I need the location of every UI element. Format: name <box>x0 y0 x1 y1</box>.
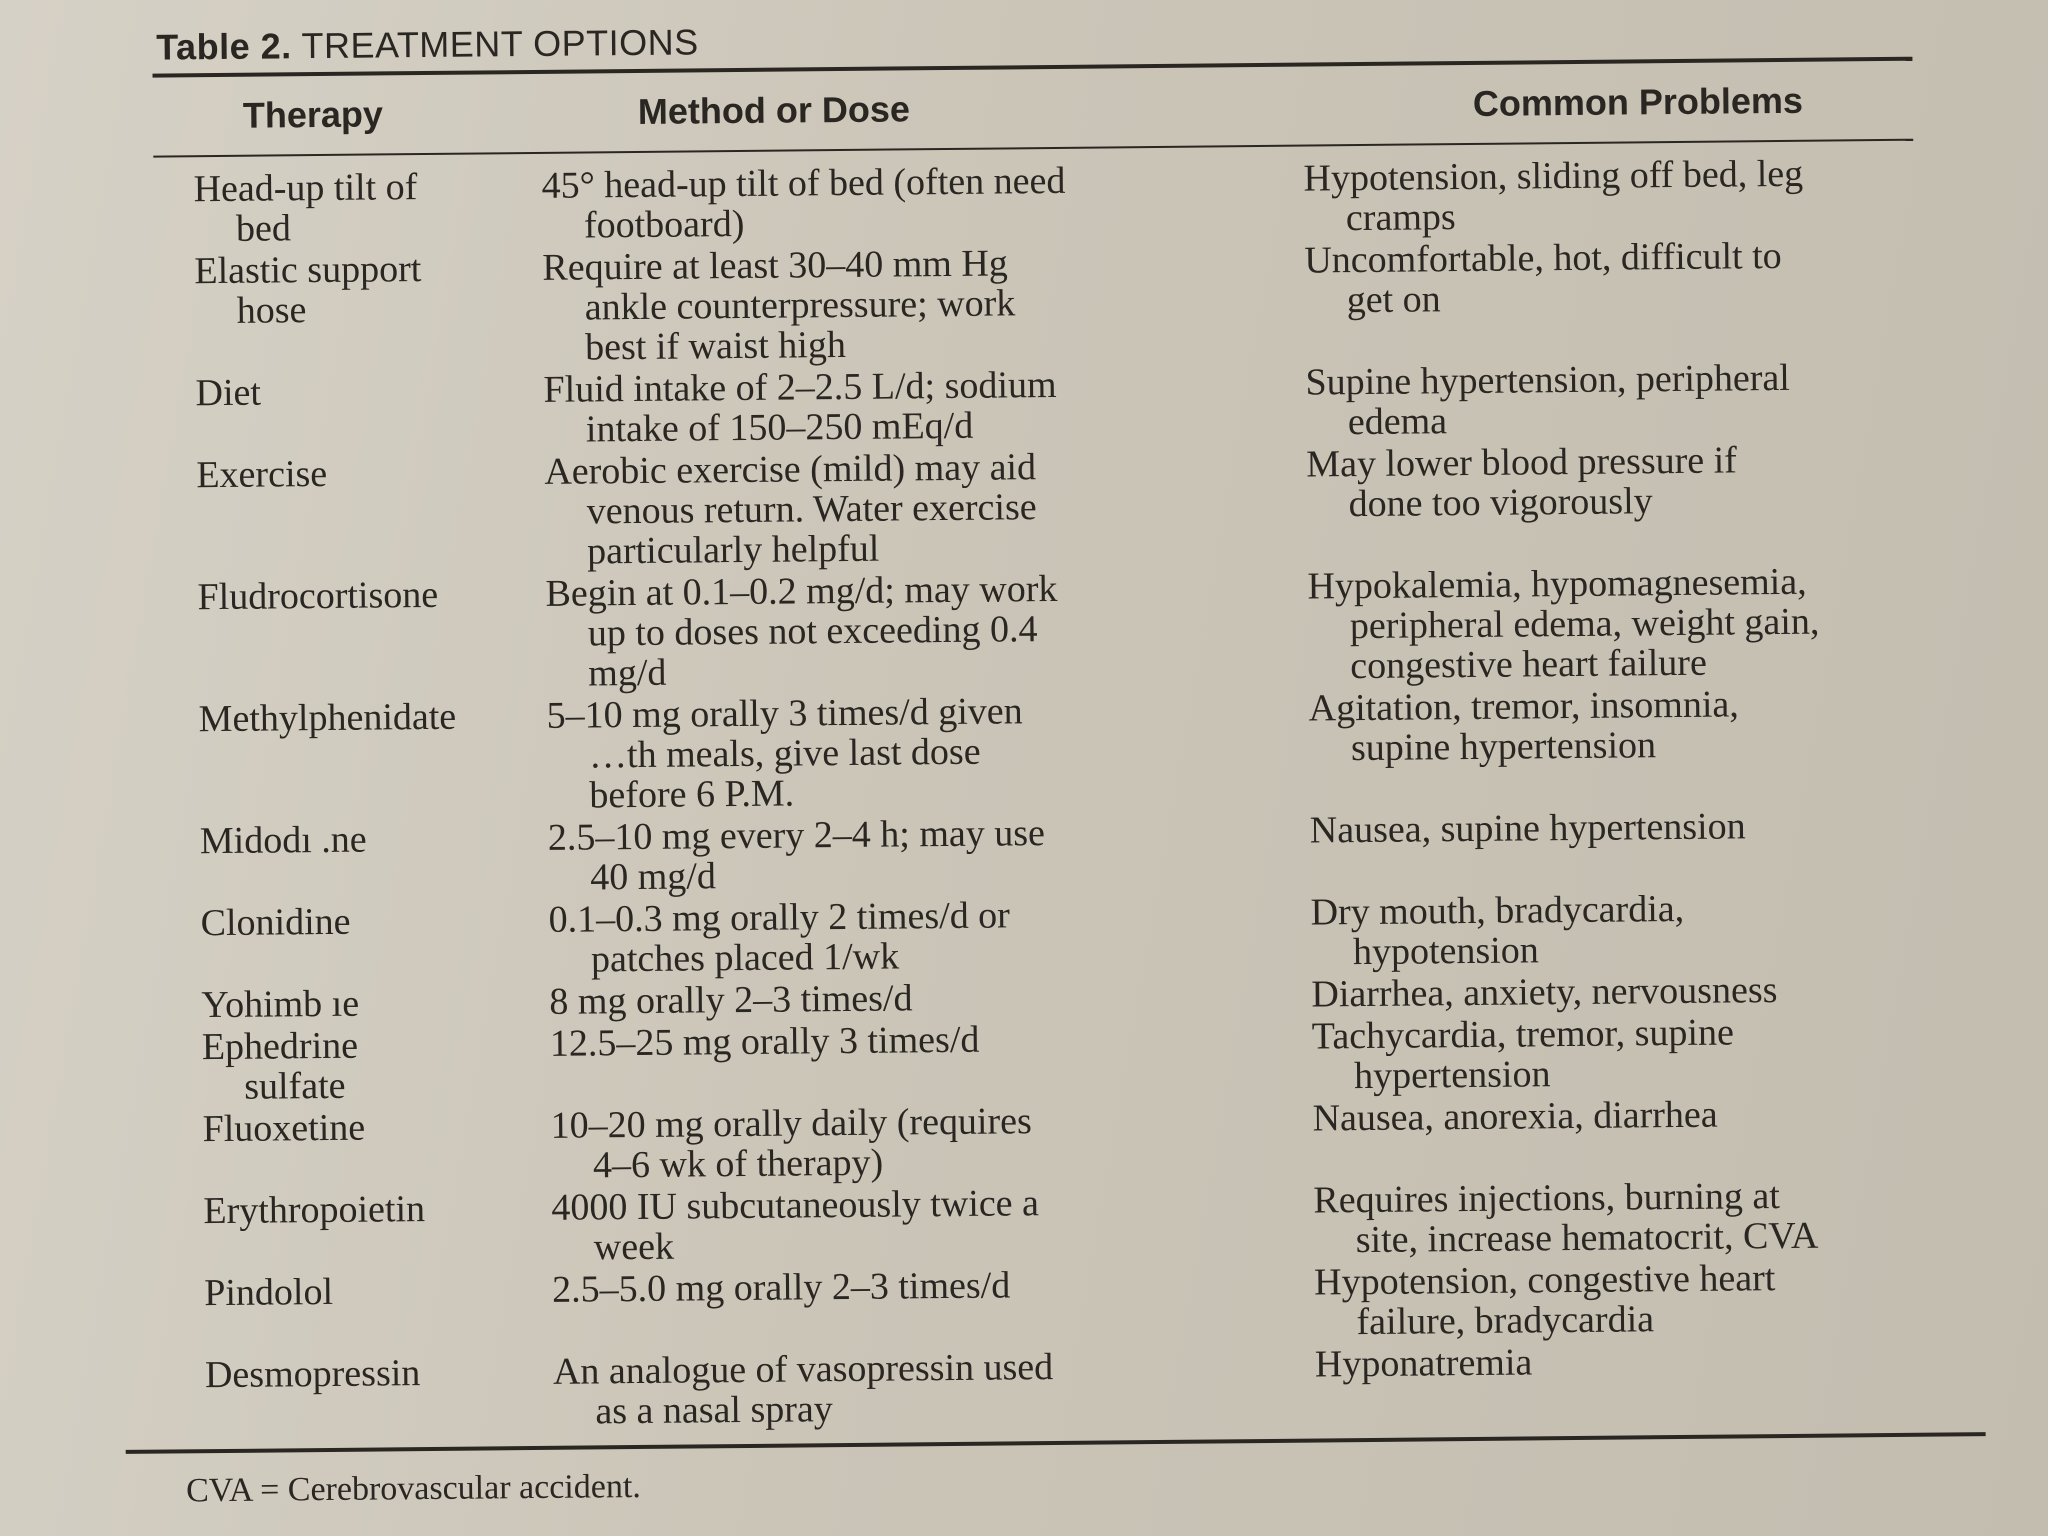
cell-line: Uncomfortable, hot, difficult to <box>1304 234 1782 282</box>
cell-line: hose <box>236 289 307 332</box>
cell-method <box>535 1345 1296 1432</box>
cell-problems <box>1292 1010 1983 1097</box>
cell-therapy <box>117 574 528 698</box>
cell-therapy <box>119 696 530 820</box>
cell-therapy <box>115 370 526 454</box>
cell-line: 40 mg/d <box>590 855 717 899</box>
cell-method <box>530 811 1291 898</box>
cell-method <box>524 241 1285 368</box>
cell-problems <box>1295 1338 1986 1425</box>
cell-line: as a nasal spray <box>595 1388 833 1433</box>
table-row <box>117 560 1978 698</box>
cell-line: done too vigorously <box>1348 480 1653 526</box>
cell-line: Midodı .ne <box>199 818 367 863</box>
cell-line: Head-up tilt of <box>193 166 418 211</box>
cell-line: failure, bradycardia <box>1356 1298 1655 1344</box>
cell-line: 2.5–10 mg every 2–4 h; may use <box>547 812 1046 859</box>
cell-line: Dry mouth, bradycardia, <box>1310 887 1685 934</box>
cell-line: ankle counterpressure; work <box>584 282 1016 329</box>
cell-problems <box>1285 356 1976 443</box>
table-row <box>120 804 1981 902</box>
cell-line: bed <box>235 207 292 250</box>
table-row <box>124 1256 1985 1354</box>
cell-line: 4000 IU subcutaneously twice a <box>551 1182 1040 1229</box>
cell-problems <box>1290 886 1981 973</box>
cell-line: 5–10 mg orally 3 times/d given <box>546 690 1023 737</box>
cell-line: cramps <box>1345 196 1456 240</box>
cell-method <box>531 975 1291 1022</box>
cell-line: Clonidine <box>200 900 351 945</box>
cell-line: edema <box>1347 400 1448 444</box>
cell-line: venous return. Water exercise <box>586 486 1037 533</box>
cell-method <box>534 1263 1295 1350</box>
table-title-text: TREATMENT OPTIONS <box>301 21 699 67</box>
header-problems: Common Problems <box>1472 79 1804 124</box>
cell-line: 10–20 mg orally daily (requires <box>550 1100 1033 1147</box>
cell-problems <box>1286 438 1977 565</box>
treatment-options-table <box>112 4 1986 1514</box>
cell-line: Hyponatremia <box>1314 1341 1533 1386</box>
cell-problems <box>1294 1256 1985 1343</box>
cell-line: An analogue of vasopressin used <box>552 1346 1054 1393</box>
cell-line: footboard) <box>583 202 745 247</box>
cell-line: week <box>593 1225 675 1269</box>
cell-line: 4–6 wk of therapy) <box>592 1141 884 1187</box>
cell-problems <box>1290 804 1981 891</box>
cell-method <box>532 1099 1293 1186</box>
cell-therapy <box>116 452 527 576</box>
cell-line: supine hypertension <box>1350 724 1657 770</box>
cell-line: best if waist high <box>584 323 847 369</box>
cell-problems <box>1293 1174 1984 1261</box>
cell-problems <box>1284 234 1975 361</box>
cell-line: 45° head-up tilt of bed (often need <box>541 159 1066 207</box>
cell-therapy <box>124 1270 535 1354</box>
table-title-label: Table 2. <box>156 25 292 68</box>
cell-therapy <box>122 1024 533 1108</box>
cell-line: Exercise <box>196 452 328 497</box>
cell-line: 8 mg orally 2–3 times/d <box>549 977 913 1023</box>
cell-line: Supine hypertension, peripheral <box>1305 356 1791 404</box>
cell-line: up to doses not exceeding 0.4 <box>587 608 1038 655</box>
cell-therapy <box>121 982 531 1026</box>
cell-line: Begin at 0.1–0.2 mg/d; may work <box>545 567 1058 615</box>
cell-line: Fluoxetine <box>202 1106 366 1151</box>
cell-method <box>528 689 1289 816</box>
cell-line: 12.5–25 mg orally 3 times/d <box>549 1018 980 1065</box>
cell-line: Require at least 30–40 mm Hg <box>542 242 1008 289</box>
table-row <box>114 234 1975 372</box>
cell-line: patches placed 1/wk <box>590 935 900 981</box>
cell-line: Hypotension, congestive heart <box>1313 1257 1776 1304</box>
cell-line: hypertension <box>1353 1053 1551 1098</box>
cell-therapy <box>120 900 531 984</box>
cell-line: sulfate <box>244 1064 346 1108</box>
cell-line: Pindolol <box>204 1270 334 1315</box>
table-body <box>113 140 1985 1436</box>
cell-line: Yohimb ıe <box>201 982 360 1027</box>
cell-line: May lower blood pressure if <box>1306 439 1738 486</box>
cell-line: 0.1–0.3 mg orally 2 times/d or <box>548 894 1011 941</box>
cell-therapy <box>120 818 531 902</box>
cell-therapy <box>125 1352 536 1436</box>
cell-line: particularly helpful <box>586 527 880 573</box>
cell-problems <box>1283 152 1974 239</box>
cell-problems <box>1287 560 1978 687</box>
cell-line: Tachycardia, tremor, supine <box>1311 1011 1735 1058</box>
cell-method <box>525 363 1286 450</box>
cell-line: hypotension <box>1352 929 1539 974</box>
cell-therapy <box>113 166 524 250</box>
cell-line: Fluid intake of 2–2.5 L/d; sodium <box>543 363 1057 411</box>
cell-line: before 6 P.M. <box>589 772 795 817</box>
bottom-rule <box>126 1432 1986 1454</box>
table-row <box>119 682 1980 820</box>
table-row <box>125 1338 1986 1436</box>
cell-method <box>530 893 1291 980</box>
cell-line: Methylphenidate <box>198 695 457 741</box>
cell-method <box>527 567 1288 694</box>
cell-line: Diarrhea, anxiety, nervousness <box>1311 969 1778 1016</box>
cell-line: peripheral edema, weight gain, <box>1349 600 1820 648</box>
cell-line: site, increase hematocrit, CVA <box>1355 1214 1819 1262</box>
cell-method <box>523 159 1284 246</box>
cell-line: 2.5–5.0 mg orally 2–3 times/d <box>551 1264 1011 1311</box>
cell-method <box>526 445 1287 572</box>
cell-line: Diet <box>195 371 262 415</box>
cell-problems <box>1292 1092 1983 1179</box>
cell-line: intake of 150–250 mEq/d <box>585 404 974 451</box>
cell-line: Requires injections, burning at <box>1313 1175 1781 1222</box>
cell-line: Agitation, tremor, insomnia, <box>1308 683 1739 730</box>
header-therapy: Therapy <box>242 93 384 136</box>
cell-line: Erythropoietin <box>203 1188 426 1233</box>
cell-line: Aerobic exercise (mild) may aid <box>544 446 1037 493</box>
cell-line: Fludrocortisone <box>197 573 439 619</box>
cell-line: congestive heart failure <box>1350 641 1708 688</box>
cell-line: Ephedrine <box>201 1024 359 1069</box>
footnote: CVA = Cerebrovascular accident. <box>185 1467 641 1510</box>
cell-therapy <box>122 1106 533 1190</box>
cell-problems <box>1291 968 1981 1015</box>
cell-line: …th meals, give last dose <box>588 730 981 777</box>
cell-line: Elastic support <box>194 248 422 293</box>
cell-method <box>532 1017 1293 1104</box>
cell-line: Nausea, supine hypertension <box>1309 805 1746 852</box>
cell-problems <box>1288 682 1979 809</box>
cell-line: mg/d <box>588 651 667 695</box>
cell-line: Nausea, anorexia, diarrhea <box>1312 1093 1718 1140</box>
cell-therapy <box>114 248 525 372</box>
header-method: Method or Dose <box>637 88 911 132</box>
cell-method <box>533 1181 1294 1268</box>
cell-line: Hypotension, sliding off bed, leg <box>1303 152 1804 200</box>
cell-line: Hypokalemia, hypomagnesemia, <box>1307 560 1807 608</box>
cell-line: get on <box>1346 278 1441 322</box>
table-row <box>116 438 1977 576</box>
cell-line: Desmopressin <box>204 1352 421 1397</box>
cell-therapy <box>123 1188 534 1272</box>
